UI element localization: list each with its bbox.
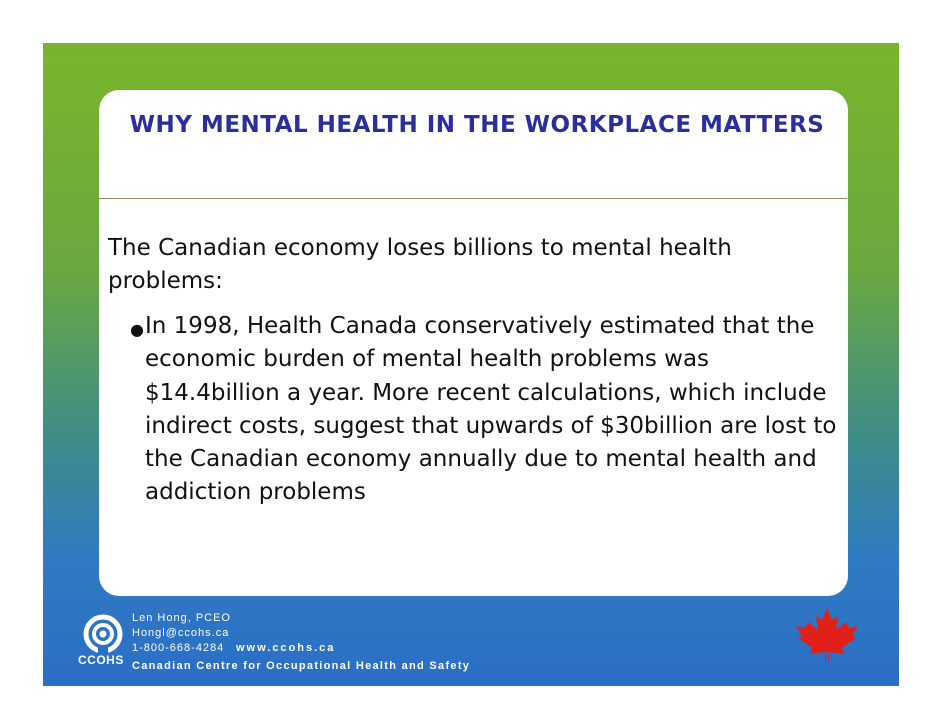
- maple-leaf-icon: [794, 606, 860, 664]
- contact-name: Len Hong, PCEO: [132, 612, 231, 624]
- organization-name: Canadian Centre for Occupational Health and Safety: [132, 660, 471, 672]
- contact-phone: 1-800-668-4284: [132, 642, 225, 654]
- slide-title: WHY MENTAL HEALTH IN THE WORKPLACE MATTERS: [129, 112, 825, 138]
- title-divider: [99, 198, 847, 199]
- website-link[interactable]: www.ccohs.ca: [236, 642, 336, 654]
- bullet-text: In 1998, Health Canada conservatively estimated that the economic burden of mental health problems was $14.4billion a year. More recent calculations, which include indirect costs, suggest that upwards of $30billion are lost to the Canadian economy annually due to mental health and addiction problems: [145, 313, 837, 506]
- intro-text: The Canadian economy loses billions to mental health problems:: [108, 235, 732, 295]
- slide-body: [108, 232, 848, 506]
- logo-wordmark: CCOHS: [78, 653, 124, 667]
- bullet-marker: ●: [130, 320, 144, 339]
- contact-email[interactable]: Hongl@ccohs.ca: [132, 627, 230, 639]
